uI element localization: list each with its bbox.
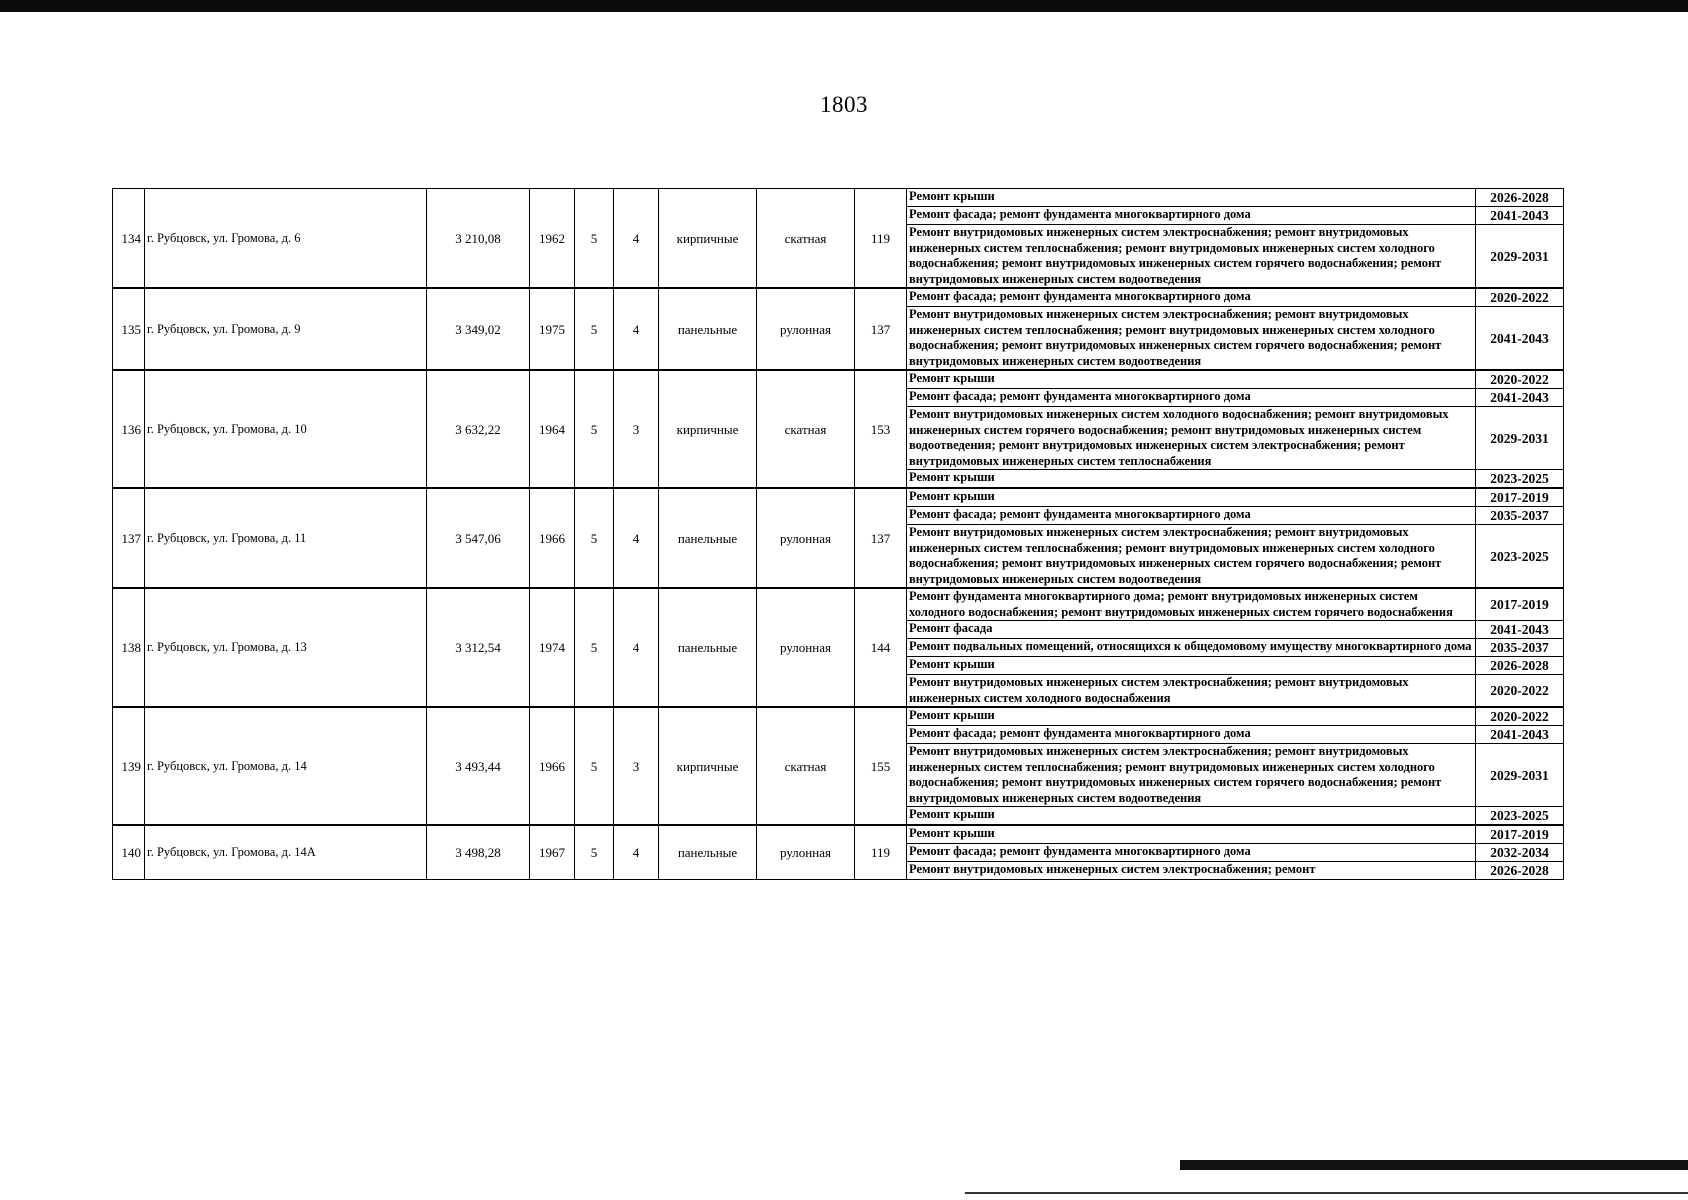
house-apartments-cell: 119 bbox=[855, 189, 907, 289]
work-period-cell: 2020-2022 bbox=[1476, 288, 1564, 307]
house-apartments-cell: 137 bbox=[855, 488, 907, 588]
house-walls-cell: панельные bbox=[659, 588, 757, 707]
work-description-cell: Ремонт крыши bbox=[907, 807, 1476, 826]
work-period-cell: 2032-2034 bbox=[1476, 844, 1564, 862]
house-address-cell: г. Рубцовск, ул. Громова, д. 11 bbox=[145, 488, 427, 588]
house-year-cell: 1964 bbox=[530, 370, 575, 488]
house-area-cell: 3 210,08 bbox=[427, 189, 530, 289]
house-roof-cell: рулонная bbox=[757, 825, 855, 880]
work-description-cell: Ремонт подвальных помещений, относящихся к общедомовому имуществу многоквартирного дома bbox=[907, 639, 1476, 657]
house-entrances-cell: 4 bbox=[614, 588, 659, 707]
work-description-cell: Ремонт фасада; ремонт фундамента многоквартирного дома bbox=[907, 726, 1476, 744]
work-description-cell: Ремонт внутридомовых инженерных систем электроснабжения; ремонт bbox=[907, 862, 1476, 880]
house-row bbox=[113, 588, 1564, 621]
work-description-cell: Ремонт крыши bbox=[907, 825, 1476, 844]
house-year-cell: 1975 bbox=[530, 288, 575, 370]
work-period-cell: 2026-2028 bbox=[1476, 189, 1564, 207]
work-period-cell: 2026-2028 bbox=[1476, 862, 1564, 880]
work-description-cell: Ремонт крыши bbox=[907, 370, 1476, 389]
work-description-cell: Ремонт фасада; ремонт фундамента многоквартирного дома bbox=[907, 288, 1476, 307]
work-description-cell: Ремонт фундамента многоквартирного дома; ремонт внутридомовых инженерных систем холодного водоснабжения; ремонт внутридомовых инженерных систем горячего водоснабжения bbox=[907, 588, 1476, 621]
house-area-cell: 3 498,28 bbox=[427, 825, 530, 880]
house-entrances-cell: 4 bbox=[614, 288, 659, 370]
work-period-cell: 2041-2043 bbox=[1476, 307, 1564, 371]
work-period-cell: 2020-2022 bbox=[1476, 370, 1564, 389]
house-entrances-cell: 3 bbox=[614, 707, 659, 825]
house-walls-cell: панельные bbox=[659, 825, 757, 880]
house-address-cell: г. Рубцовск, ул. Громова, д. 10 bbox=[145, 370, 427, 488]
house-area-cell: 3 312,54 bbox=[427, 588, 530, 707]
house-apartments-cell: 153 bbox=[855, 370, 907, 488]
house-year-cell: 1974 bbox=[530, 588, 575, 707]
house-year-cell: 1967 bbox=[530, 825, 575, 880]
work-description-cell: Ремонт крыши bbox=[907, 470, 1476, 489]
work-period-cell: 2023-2025 bbox=[1476, 525, 1564, 589]
house-roof-cell: рулонная bbox=[757, 588, 855, 707]
house-row bbox=[113, 189, 1564, 207]
work-period-cell: 2017-2019 bbox=[1476, 825, 1564, 844]
house-row bbox=[113, 370, 1564, 389]
work-description-cell: Ремонт крыши bbox=[907, 189, 1476, 207]
house-address-cell: г. Рубцовск, ул. Громова, д. 14А bbox=[145, 825, 427, 880]
house-row bbox=[113, 488, 1564, 507]
work-period-cell: 2029-2031 bbox=[1476, 744, 1564, 807]
work-period-cell: 2023-2025 bbox=[1476, 470, 1564, 489]
house-walls-cell: кирпичные bbox=[659, 707, 757, 825]
house-number-cell: 138 bbox=[113, 588, 145, 707]
house-floors-cell: 5 bbox=[575, 707, 614, 825]
house-entrances-cell: 3 bbox=[614, 370, 659, 488]
house-area-cell: 3 349,02 bbox=[427, 288, 530, 370]
work-description-cell: Ремонт внутридомовых инженерных систем холодного водоснабжения; ремонт внутридомовых инженерных систем горячего водоснабжения; ремонт внутридомовых инженерных систем водоотведения; ремонт внутридомовых инженерных систем электроснабжения; ремонт внутридомовых инженерных систем теплоснабжения bbox=[907, 407, 1476, 470]
work-period-cell: 2023-2025 bbox=[1476, 807, 1564, 826]
house-number-cell: 139 bbox=[113, 707, 145, 825]
house-number-cell: 136 bbox=[113, 370, 145, 488]
house-roof-cell: скатная bbox=[757, 189, 855, 289]
house-address-cell: г. Рубцовск, ул. Громова, д. 6 bbox=[145, 189, 427, 289]
work-description-cell: Ремонт крыши bbox=[907, 707, 1476, 726]
work-period-cell: 2020-2022 bbox=[1476, 707, 1564, 726]
work-description-cell: Ремонт внутридомовых инженерных систем электроснабжения; ремонт внутридомовых инженерных систем теплоснабжения; ремонт внутридомовых инженерных систем холодного водоснабжения; ремонт внутридомовых инженерных систем горячего водоснабжения; ремонт внутридомовых инженерных систем водоотведения bbox=[907, 225, 1476, 289]
house-address-cell: г. Рубцовск, ул. Громова, д. 9 bbox=[145, 288, 427, 370]
house-row bbox=[113, 825, 1564, 844]
work-period-cell: 2041-2043 bbox=[1476, 389, 1564, 407]
house-roof-cell: скатная bbox=[757, 370, 855, 488]
house-row bbox=[113, 288, 1564, 307]
house-floors-cell: 5 bbox=[575, 288, 614, 370]
work-period-cell: 2029-2031 bbox=[1476, 225, 1564, 289]
house-apartments-cell: 119 bbox=[855, 825, 907, 880]
house-year-cell: 1966 bbox=[530, 488, 575, 588]
work-period-cell: 2029-2031 bbox=[1476, 407, 1564, 470]
house-apartments-cell: 155 bbox=[855, 707, 907, 825]
work-period-cell: 2041-2043 bbox=[1476, 726, 1564, 744]
scan-edge-top bbox=[0, 0, 1688, 12]
house-year-cell: 1966 bbox=[530, 707, 575, 825]
house-apartments-cell: 144 bbox=[855, 588, 907, 707]
work-description-cell: Ремонт внутридомовых инженерных систем электроснабжения; ремонт внутридомовых инженерных систем холодного водоснабжения bbox=[907, 675, 1476, 708]
house-walls-cell: кирпичные bbox=[659, 189, 757, 289]
repair-schedule-table bbox=[112, 188, 1564, 880]
work-period-cell: 2041-2043 bbox=[1476, 621, 1564, 639]
house-floors-cell: 5 bbox=[575, 488, 614, 588]
work-period-cell: 2035-2037 bbox=[1476, 507, 1564, 525]
house-floors-cell: 5 bbox=[575, 825, 614, 880]
house-row bbox=[113, 707, 1564, 726]
work-description-cell: Ремонт крыши bbox=[907, 657, 1476, 675]
house-floors-cell: 5 bbox=[575, 370, 614, 488]
work-description-cell: Ремонт внутридомовых инженерных систем электроснабжения; ремонт внутридомовых инженерных систем теплоснабжения; ремонт внутридомовых инженерных систем холодного водоснабжения; ремонт внутридомовых инженерных систем горячего водоснабжения; ремонт внутридомовых инженерных систем водоотведения bbox=[907, 307, 1476, 371]
house-floors-cell: 5 bbox=[575, 189, 614, 289]
work-description-cell: Ремонт фасада bbox=[907, 621, 1476, 639]
house-area-cell: 3 632,22 bbox=[427, 370, 530, 488]
house-address-cell: г. Рубцовск, ул. Громова, д. 13 bbox=[145, 588, 427, 707]
work-period-cell: 2035-2037 bbox=[1476, 639, 1564, 657]
table-body bbox=[113, 189, 1564, 880]
house-walls-cell: кирпичные bbox=[659, 370, 757, 488]
house-walls-cell: панельные bbox=[659, 488, 757, 588]
work-description-cell: Ремонт фасада; ремонт фундамента многоквартирного дома bbox=[907, 207, 1476, 225]
house-apartments-cell: 137 bbox=[855, 288, 907, 370]
work-description-cell: Ремонт фасада; ремонт фундамента многоквартирного дома bbox=[907, 844, 1476, 862]
work-description-cell: Ремонт внутридомовых инженерных систем электроснабжения; ремонт внутридомовых инженерных систем теплоснабжения; ремонт внутридомовых инженерных систем холодного водоснабжения; ремонт внутридомовых инженерных систем горячего водоснабжения; ремонт внутридомовых инженерных систем водоотведения bbox=[907, 525, 1476, 589]
house-number-cell: 135 bbox=[113, 288, 145, 370]
work-description-cell: Ремонт фасада; ремонт фундамента многоквартирного дома bbox=[907, 507, 1476, 525]
house-roof-cell: рулонная bbox=[757, 288, 855, 370]
house-walls-cell: панельные bbox=[659, 288, 757, 370]
house-area-cell: 3 493,44 bbox=[427, 707, 530, 825]
house-area-cell: 3 547,06 bbox=[427, 488, 530, 588]
house-address-cell: г. Рубцовск, ул. Громова, д. 14 bbox=[145, 707, 427, 825]
house-number-cell: 137 bbox=[113, 488, 145, 588]
page-number: 1803 bbox=[820, 92, 868, 117]
house-roof-cell: рулонная bbox=[757, 488, 855, 588]
work-description-cell: Ремонт внутридомовых инженерных систем электроснабжения; ремонт внутридомовых инженерных систем теплоснабжения; ремонт внутридомовых инженерных систем холодного водоснабжения; ремонт внутридомовых инженерных систем горячего водоснабжения; ремонт внутридомовых инженерных систем водоотведения bbox=[907, 744, 1476, 807]
scan-edge-bottom bbox=[1180, 1160, 1688, 1170]
work-period-cell: 2017-2019 bbox=[1476, 488, 1564, 507]
house-roof-cell: скатная bbox=[757, 707, 855, 825]
scan-edge-bottom-line bbox=[965, 1192, 1688, 1194]
house-entrances-cell: 4 bbox=[614, 488, 659, 588]
work-period-cell: 2020-2022 bbox=[1476, 675, 1564, 708]
work-description-cell: Ремонт фасада; ремонт фундамента многоквартирного дома bbox=[907, 389, 1476, 407]
work-period-cell: 2026-2028 bbox=[1476, 657, 1564, 675]
house-entrances-cell: 4 bbox=[614, 189, 659, 289]
house-year-cell: 1962 bbox=[530, 189, 575, 289]
house-number-cell: 140 bbox=[113, 825, 145, 880]
house-entrances-cell: 4 bbox=[614, 825, 659, 880]
house-floors-cell: 5 bbox=[575, 588, 614, 707]
work-period-cell: 2041-2043 bbox=[1476, 207, 1564, 225]
work-description-cell: Ремонт крыши bbox=[907, 488, 1476, 507]
work-period-cell: 2017-2019 bbox=[1476, 588, 1564, 621]
house-number-cell: 134 bbox=[113, 189, 145, 289]
